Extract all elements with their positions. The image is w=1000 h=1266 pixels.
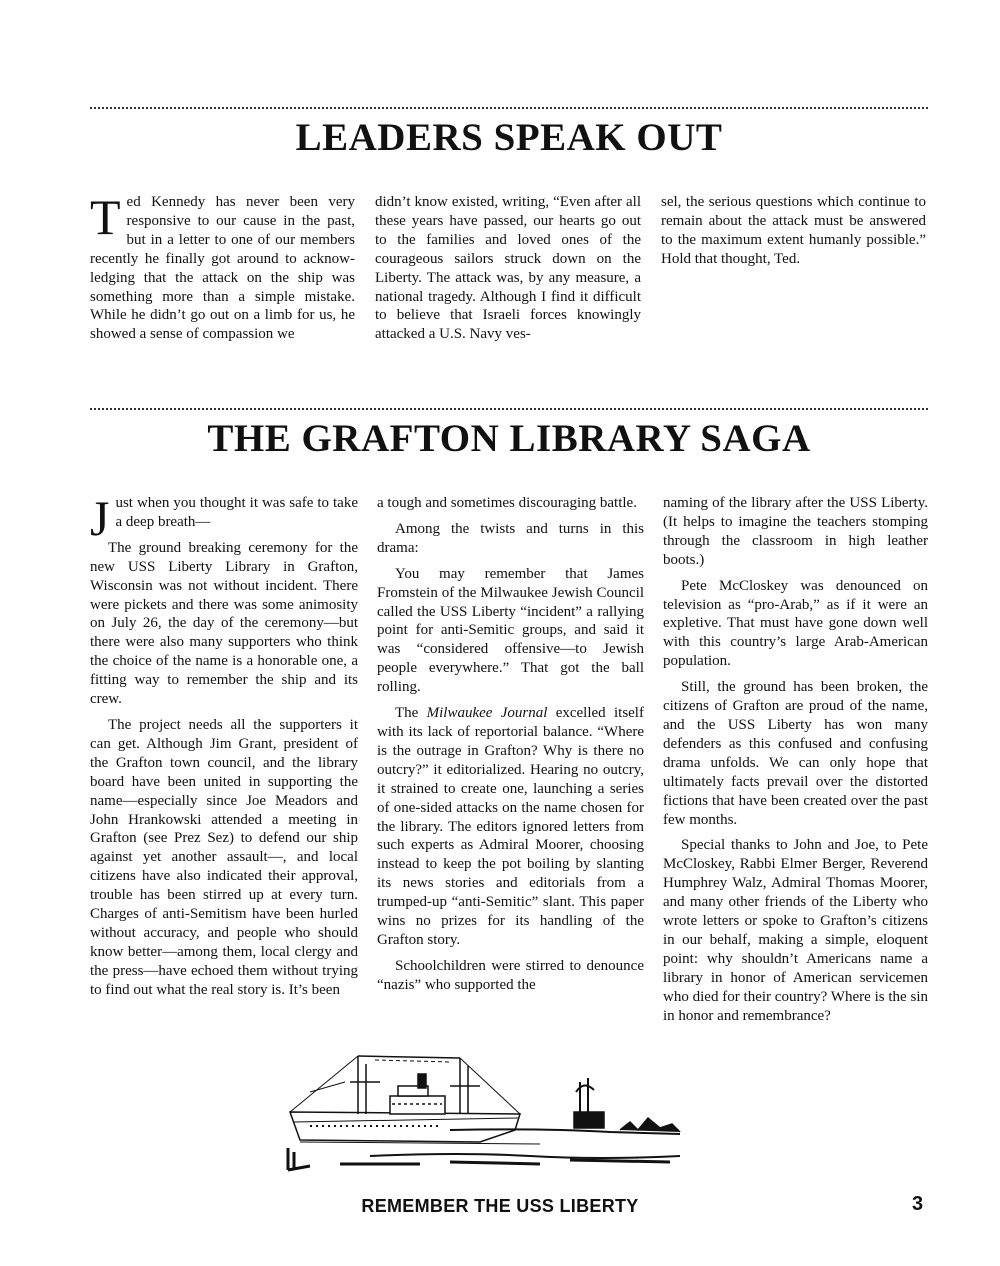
article2-paragraph: The Milwaukee Journal excelled itself with its lack of reportorial balance. “Where is the outrage in Grafton? Why is there no outcry?” it editorialized. Hearing no outcry, it strained to create one, launching a series of one-sided attacks on the name chosen for the library. The editors ignored letters from such experts as Admiral Moorer, choosing instead to keep the pot boiling by slanting its news stories and editorials from a trumped-up “anti-Semitic” slant. This paper wins no prizes for its handling of the Grafton story. bbox=[377, 705, 644, 948]
article1-column-2 bbox=[375, 193, 641, 351]
ship-sketch-icon bbox=[280, 1052, 690, 1177]
article2-paragraph: a tough and sometimes discouraging battle. bbox=[377, 495, 637, 511]
article1-paragraph: didn’t know existed, writing, “Even after all these years have passed, our hearts go out to the families and loved ones of the courageous sailors struck down on the Liberty. The attack was, by any measure, a national tragedy. Although I find it difficult to believe that Israeli forces knowingly attacked a U.S. Navy ves- bbox=[375, 194, 641, 343]
article2-paragraph: Among the twists and turns in this drama: bbox=[377, 520, 644, 556]
article1-column-3 bbox=[661, 193, 926, 276]
page-number: 3 bbox=[912, 1193, 924, 1215]
article2-column-3 bbox=[663, 494, 928, 1032]
section-divider-top bbox=[90, 107, 928, 109]
article2-paragraph: naming of the library after the USS Liberty. (It helps to imagine the teachers stomping through the classroom in high leather boots.) bbox=[663, 495, 928, 568]
headline-grafton-library-saga: THE GRAFTON LIBRARY SAGA bbox=[207, 417, 811, 460]
article2-column-2 bbox=[377, 494, 644, 1002]
article2-paragraph: Still, the ground has been broken, the citizens of Grafton are proud of the name, and the USS Liberty has won many defenders as this confused and confusing drama unfolds. We can only hope that ultimately facts prevail over the distorted fictions that have been created over the past few months. bbox=[663, 679, 928, 828]
section-divider-middle bbox=[90, 408, 928, 410]
article2-paragraph: Pete McCloskey was denounced on television as “pro-Arab,” as if it were an expletive. That must have gone down well with this country’s large Arab-American population. bbox=[663, 577, 928, 670]
article2-paragraph: Schoolchildren were stirred to denounce “nazis” who supported the bbox=[377, 957, 644, 993]
newspaper-name: Milwaukee Journal bbox=[426, 705, 548, 722]
article2-paragraph: Just when you thought it was safe to take a deep breath— bbox=[90, 490, 358, 546]
article2-paragraph: Special thanks to John and Joe, to Pete McCloskey, Rabbi Elmer Berger, Reverend Humphrey Walz, Admiral Thomas Moorer, and many other friends of the Liberty who wrote letters or spoke to Grafton’s citizens in our behalf, making a simple, eloquent point: why shouldn’t Americans name a library in honor of American servicemen who died for their country? Where is the sin in honor and remembrance? bbox=[663, 837, 928, 1024]
footer-title: REMEMBER THE USS LIBERTY bbox=[361, 1196, 639, 1216]
article2-paragraph: The ground breaking ceremony for the new USS Liberty Library in Grafton, Wisconsin was not without incident. There were pickets and there was some animosity on July 26, the day of the ceremony—but there were also many supporters who think the choice of the name is a honorable one, a fitting way to remember the ship and its crew. bbox=[90, 539, 358, 708]
article1-paragraph: sel, the serious questions which continue to remain about the attack must be answered to the maximum extent humanly possible.” Hold that thought, Ted. bbox=[661, 194, 926, 267]
article1-paragraph: Ted Kennedy has never been very responsive to our cause in the past, but in a letter to one of our members recently he finally got around to acknowledging that the attack on the ship was something more than a simple mistake. While he didn’t go out on a limb for us, he showed a sense of compassion we bbox=[90, 189, 355, 343]
drop-cap: T bbox=[90, 189, 121, 245]
article2-column-1 bbox=[90, 490, 358, 1007]
article1-column-1 bbox=[90, 189, 355, 351]
article2-paragraph: You may remember that James Fromstein of the Milwaukee Jewish Council called the USS Liberty “incident” a rallying point for anti-Semitic groups, and said it was “considered offensive—to Jewish people everywhere.” That got the ball rolling. bbox=[377, 565, 644, 696]
drop-cap: J bbox=[90, 490, 110, 546]
article2-paragraph: The project needs all the supporters it can get. Although Jim Grant, president of the Grafton town council, and the library board have been united in supporting the name—especially since Joe Meadors and John Hrankowski attended a meeting in Grafton (see Prez Sez) to defend our ship against yet another assault—, and local citizens have also indicated their approval, trouble has been stirred up at every turn. Charges of anti-Semitism have been hurled without accuracy, and people who should know better—among them, local clergy and the press—have echoed them without trying to find out what the real story is. It’s been bbox=[90, 716, 358, 998]
headline-leaders-speak-out: LEADERS SPEAK OUT bbox=[295, 116, 723, 159]
